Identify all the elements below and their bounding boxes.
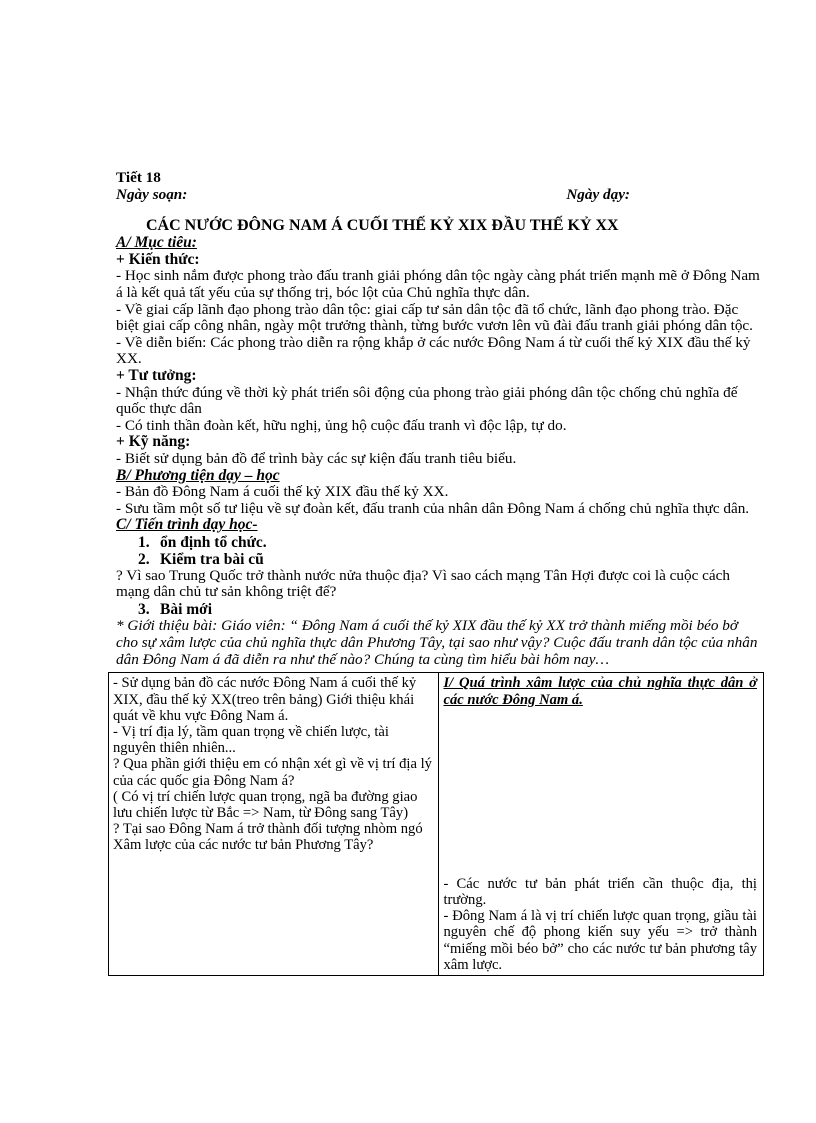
activity-item: ( Có vị trí chiến lược quan trọng, ngã ba đường giao lưu chiến lược từ Bắc => Nam, từ Đông sang Tây) [113,788,418,822]
content-item: - Đông Nam á là vị trí chiến lược quan trọng, giầu tài nguyên chế độ phong kiến suy yếu => trở thành “miếng mồi béo bở” cho các nước tư bản phương tây xâm lược. [443,908,757,973]
period-label: Tiết 18 [116,169,161,186]
skill-heading: + Kỹ năng: [116,433,191,451]
knowledge-item: - Về giai cấp lãnh đạo phong trào dân tộc: giai cấp tư sản dân tộc đã tổ chức, lãnh đạo phong trào. Đặc biệt giai cấp công nhân, ngày một trưởng thành, từng bước vươn lên vũ đài đấu tranh giải phóng dân tộc. [116,300,753,335]
thought-heading: + Tư tưởng: [116,366,197,384]
materials-item: - Sưu tầm một số tư liệu về sự đoàn kết, đấu tranh của nhân dân Đông Nam á chống chủ nghĩa thực dân. [116,499,750,517]
table-row [109,673,764,976]
thought-item: - Nhận thức đúng về thời kỳ phát triển sôi động của phong trào giải phóng dân tộc chống chủ nghĩa đế quốc thực dân [116,383,738,418]
date-row [116,187,762,204]
knowledge-item: - Về diễn biến: Các phong trào diễn ra rộng khắp ở các nước Đông Nam á từ cuối thế kỷ XIX đầu thế kỷ XX. [116,333,751,368]
step-organize: 1. ổn định tổ chức. [138,533,267,551]
review-question: ? Vì sao Trung Quốc trở thành nước nửa thuộc địa? Vì sao cách mạng Tân Hợi được coi là cuộc cách mạng dân chủ tư sản không triệt để? [116,566,730,601]
skill-item: - Biết sử dụng bản đồ để trình bày các sự kiện đấu tranh tiêu biểu. [116,449,517,467]
activity-item: - Vị trí địa lý, tầm quan trọng về chiến lược, tài nguyên thiên nhiên... [113,724,389,757]
taught-date-label: Ngày dạy: [566,185,630,203]
prepared-date-label: Ngày soạn: [116,185,188,203]
page-title: CÁC NƯỚC ĐÔNG NAM Á CUỐI THẾ KỶ XIX ĐẦU THẾ KỶ XX [146,217,619,235]
content-item: - Các nước tư bản phát triển cần thuộc địa, thị trường. [443,875,757,909]
knowledge-item: - Học sinh nắm được phong trào đấu tranh giải phóng dân tộc ngày càng phát triển mạnh mẽ ở Đông Nam á là kết quả tất yếu của sự thống trị, bóc lột của Chủ nghĩa thực dân. [116,267,760,301]
section-b-heading: B/ Phương tiện dạy – học [116,466,280,484]
thought-item: - Có tinh thần đoàn kết, hữu nghị, ủng hộ cuộc đấu tranh vì độc lập, tự do. [116,416,567,434]
materials-item: - Bản đồ Đông Nam á cuối thế kỷ XIX đầu thế kỷ XX. [116,483,449,501]
activity-item: ? Tại sao Đông Nam á trở thành đối tượng nhòm ngó Xâm lược của các nước tư bản Phương Tây? [113,821,423,854]
lesson-table [108,672,764,976]
content-cell [439,673,764,976]
spacer [443,708,757,876]
section-c-heading: C/ Tiến trình dạy học- [116,516,258,534]
content-heading: I/ Quá trình xâm lược của chủ nghĩa thực dân ở các nước Đông Nam á. [443,675,757,708]
activity-item: - Sử dụng bản đồ các nước Đông Nam á cuối thế kỷ XIX, đầu thế kỷ XX(treo trên bảng) Giới thiệu khái quát về khu vực Đông Nam á. [113,675,417,724]
knowledge-heading: + Kiến thức: [116,250,200,268]
lesson-page [113,169,762,976]
step-review: 2. Kiểm tra bài cũ [138,550,264,568]
teacher-activities-cell [109,673,439,976]
activity-item: ? Qua phần giới thiệu em có nhận xét gì về vị trí địa lý của các quốc gia Đông Nam á? [113,756,432,789]
section-a-heading: A/ Mục tiêu: [116,234,197,252]
step-new-lesson: 3. Bài mới [138,601,213,619]
lesson-intro: * Giới thiệu bài: Giáo viên: “ Đông Nam á cuối thế kỷ XIX đầu thế kỷ XX trở thành miếng mồi béo bở cho sự xâm lược của chủ nghĩa thực dân Phương Tây, tại sao như vậy? Cuộc đấu tranh dân tộc của nhân dân Đông Nam á đã diễn ra như thế nào? Chúng ta cùng tìm hiểu bài hôm nay… [116,617,758,668]
